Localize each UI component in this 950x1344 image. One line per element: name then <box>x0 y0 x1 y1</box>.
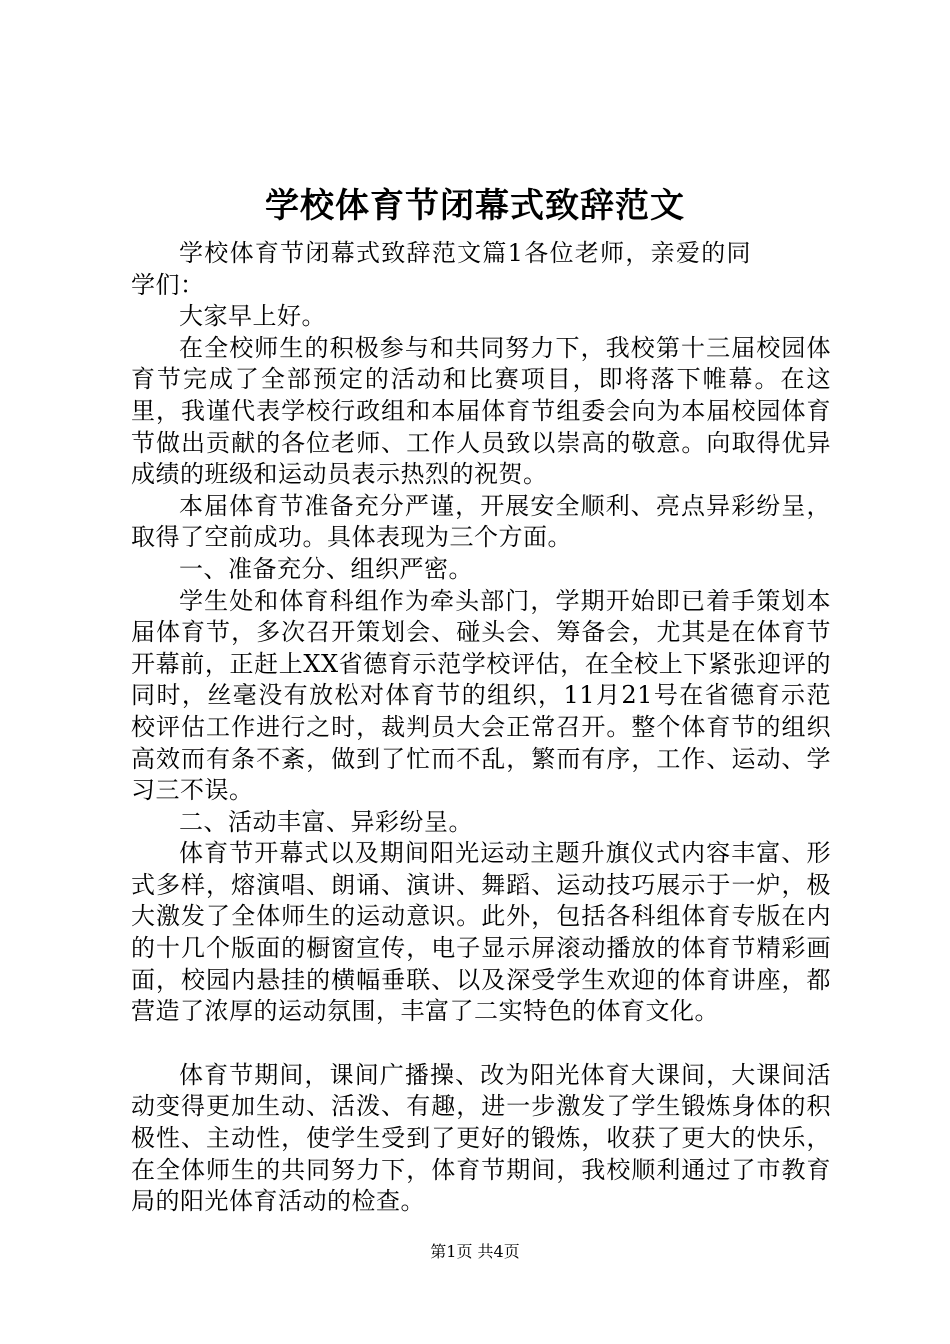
paragraph-body: 本届体育节准备充分严谨，开展安全顺利、亮点异彩纷呈，取得了空前成功。具体表现为三个方面。 <box>131 491 831 552</box>
section-heading-1: 一、准备充分、组织严密。 <box>179 554 473 583</box>
page-footer: 第1页 共4页 <box>430 1242 520 1261</box>
paragraph-body: 学生处和体育科组作为牵头部门，学期开始即已着手策划本届体育节，多次召开策划会、碰头会、筹备会，尤其是在体育节开幕前，正赶上XX省德育示范学校评估，在全校上下紧张迎评的同时，丝毫没有放松对体育节的组织，11月21号在省德育示范校评估工作进行之时，裁判员大会正常召开。整个体育节的组织高效而有条不紊，做到了忙而不乱，繁而有序，工作、运动、学习三不误。 <box>131 586 831 805</box>
document-title: 学校体育节闭幕式致辞范文 <box>265 186 685 226</box>
paragraph-body: 在全校师生的积极参与和共同努力下，我校第十三届校园体育节完成了全部预定的活动和比赛项目，即将落下帷幕。在这里，我谨代表学校行政组和本届体育节组委会向为本届校园体育节做出贡献的各位老师、工作人员致以崇高的敬意。向取得优异成绩的班级和运动员表示热烈的祝贺。 <box>131 333 831 489</box>
section-heading-2: 二、活动丰富、异彩纷呈。 <box>179 807 473 836</box>
paragraph-body: 体育节期间，课间广播操、改为阳光体育大课间，大课间活动变得更加生动、活泼、有趣，进一步激发了学生锻炼身体的积极性、主动性，使学生受到了更好的锻炼，收获了更大的快乐，在全体师生的共同努力下，体育节期间，我校顺利通过了市教育局的阳光体育活动的检查。 <box>131 1060 831 1216</box>
paragraph-greeting: 大家早上好。 <box>179 302 326 331</box>
paragraph-body: 体育节开幕式以及期间阳光运动主题升旗仪式内容丰富、形式多样，熔演唱、朗诵、演讲、舞蹈、运动技巧展示于一炉，极大激发了全体师生的运动意识。此外，包括各科组体育专版在内的十几个版面的橱窗宣传，电子显示屏滚动播放的体育节精彩画面，校园内悬挂的横幅垂联、以及深受学生欢迎的体育讲座，都营造了浓厚的运动氛围，丰富了二实特色的体育文化。 <box>131 839 831 1026</box>
document-body <box>131 208 831 1218</box>
paragraph-salutation: 学校体育节闭幕式致辞范文篇1各位老师，亲爱的同学们： <box>131 239 751 299</box>
